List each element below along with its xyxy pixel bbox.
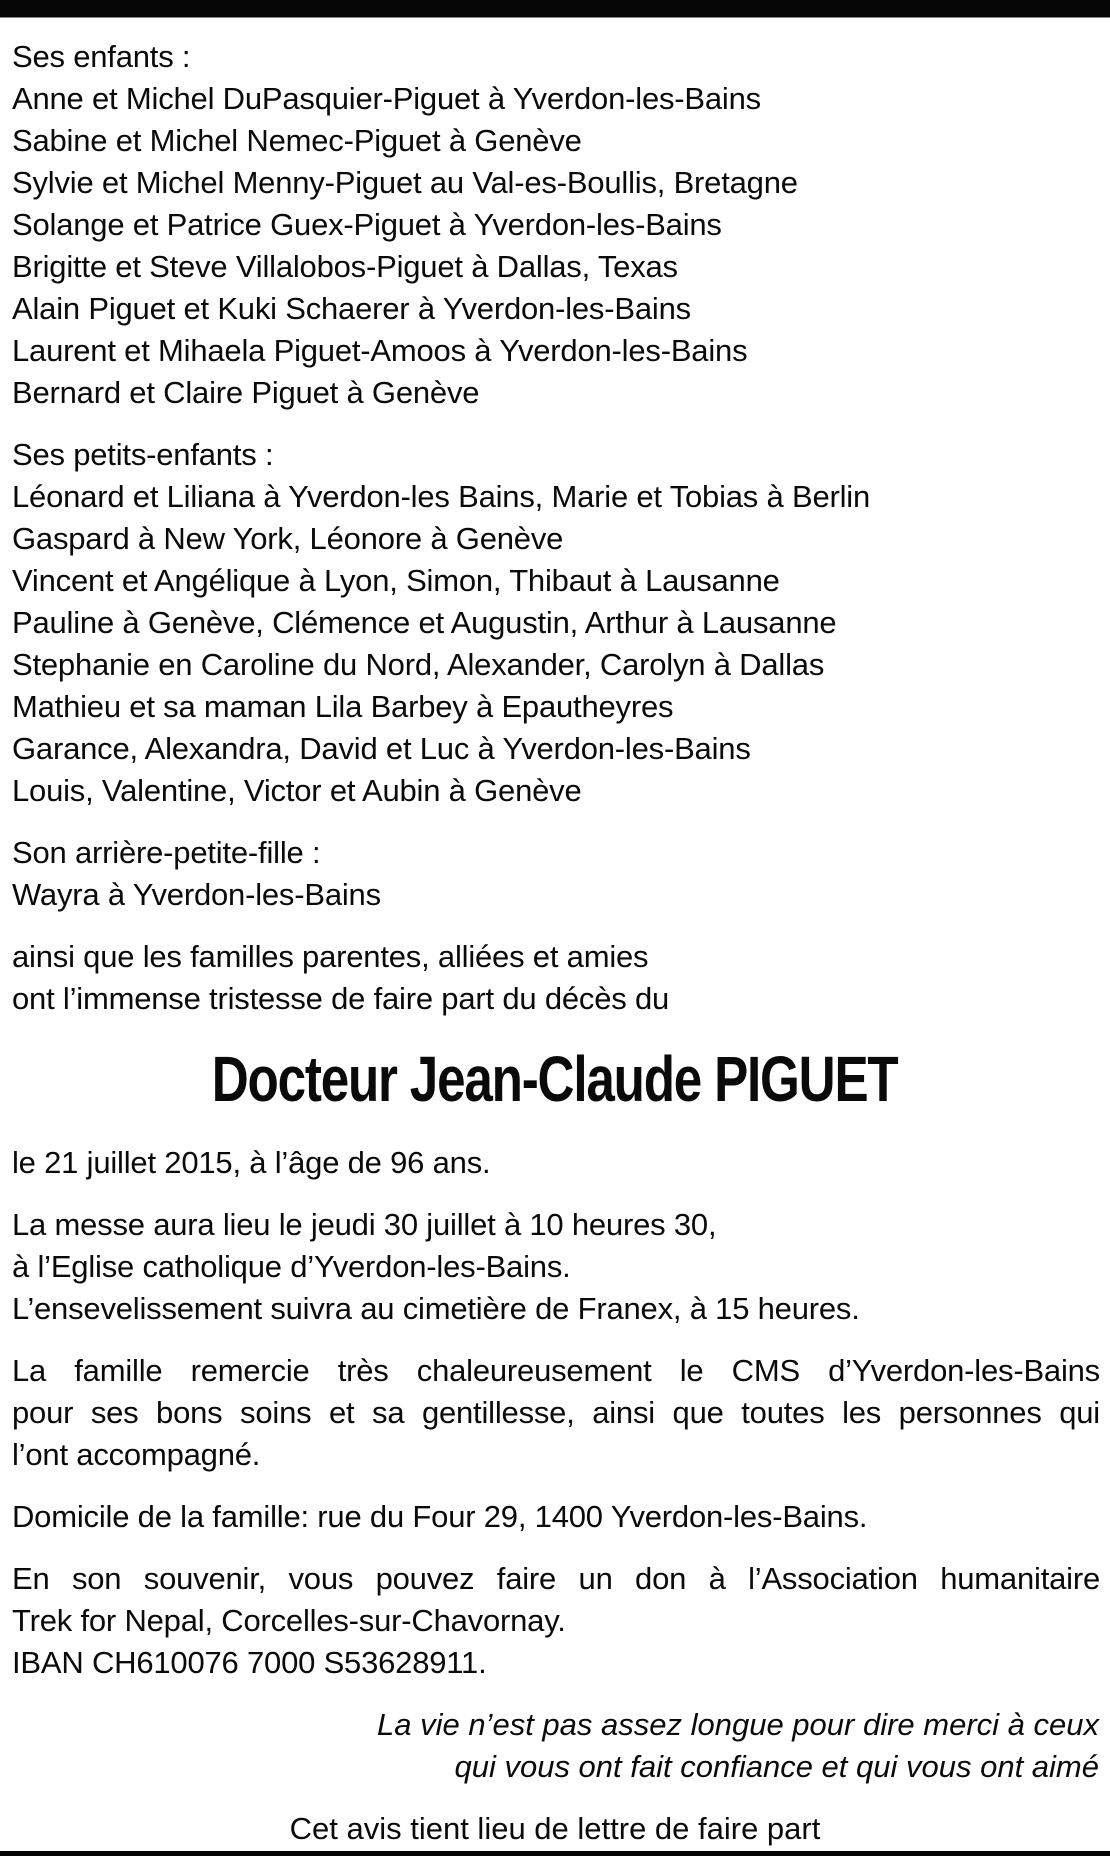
thanks-line: l’ont accompagné.: [12, 1437, 261, 1472]
child-line: Brigitte et Steve Villalobos-Piguet à Dallas, Texas: [12, 249, 678, 284]
grandchild-line: Pauline à Genève, Clémence et Augustin, Arthur à Lausanne: [12, 605, 837, 640]
family-address: Domicile de la famille: rue du Four 29, 1400 Yverdon-les-Bains.: [12, 1499, 868, 1534]
closing-note: [12, 1808, 1098, 1850]
closing-line: Cet avis tient lieu de lettre de faire part: [289, 1811, 821, 1846]
grandchild-line: Gaspard à New York, Léonore à Genève: [12, 521, 564, 556]
donation-line: Trek for Nepal, Corcelles-sur-Chavornay.: [12, 1603, 566, 1638]
deceased-name: Docteur Jean-Claude PIGUET: [212, 1043, 898, 1115]
thanks-line: pour ses bons soins et sa gentillesse, ainsi que toutes les personnes qui: [12, 1395, 1100, 1430]
thanks-line: La famille remercie très chaleureusement le CMS d’Yverdon-les-Bains: [12, 1353, 1100, 1388]
donation-iban: IBAN CH610076 7000 S53628911.: [12, 1645, 487, 1680]
child-line: Alain Piguet et Kuki Schaerer à Yverdon-les-Bains: [12, 291, 691, 326]
grandchildren-section: [12, 434, 1100, 812]
great-grandchild-section: [12, 832, 1100, 916]
donation-line: En son souvenir, vous pouvez faire un don à l’Association humanitaire: [12, 1561, 1100, 1596]
announcement-section: [12, 936, 1100, 1020]
death-date-line: le 21 juillet 2015, à l’âge de 96 ans.: [12, 1145, 491, 1180]
funeral-line: La messe aura lieu le jeudi 30 juillet à 10 heures 30,: [12, 1207, 717, 1242]
child-line: Bernard et Claire Piguet à Genève: [12, 375, 480, 410]
top-border-bar: [0, 0, 1110, 18]
child-line: Sabine et Michel Nemec-Piguet à Genève: [12, 123, 582, 158]
thanks-section: [12, 1350, 1100, 1476]
funeral-line: à l’Eglise catholique d’Yverdon-les-Bains.: [12, 1249, 571, 1284]
quote-line: La vie n’est pas assez longue pour dire merci à ceux: [376, 1707, 1099, 1742]
grandchild-line: Vincent et Angélique à Lyon, Simon, Thibaut à Lausanne: [12, 563, 780, 598]
announcement-line: ont l’immense tristesse de faire part du décès du: [12, 981, 670, 1016]
child-line: Sylvie et Michel Menny-Piguet au Val-es-Boullis, Bretagne: [12, 165, 798, 200]
grandchild-line: Garance, Alexandra, David et Luc à Yverdon-les-Bains: [12, 731, 751, 766]
children-section: [12, 36, 1100, 414]
quote-section: [12, 1704, 1099, 1788]
grandchild-line: Louis, Valentine, Victor et Aubin à Genève: [12, 773, 582, 808]
bottom-border-bar: [0, 1851, 1110, 1856]
great-grandchild-label: Son arrière-petite-fille :: [12, 835, 321, 870]
funeral-section: [12, 1204, 1100, 1330]
grandchild-line: Mathieu et sa maman Lila Barbey à Epautheyres: [12, 689, 674, 724]
death-date-section: [12, 1142, 1100, 1184]
obituary-notice: [12, 36, 1100, 1850]
donation-section: [12, 1558, 1100, 1684]
address-section: [12, 1496, 1100, 1538]
child-line: Solange et Patrice Guex-Piguet à Yverdon-les-Bains: [12, 207, 722, 242]
deceased-name-block: [12, 1036, 1098, 1122]
quote-line: qui vous ont fait confiance et qui vous ont aimé: [454, 1749, 1099, 1784]
announcement-line: ainsi que les familles parentes, alliées et amies: [12, 939, 649, 974]
great-grandchild-line: Wayra à Yverdon-les-Bains: [12, 877, 381, 912]
grandchild-line: Stephanie en Caroline du Nord, Alexander, Carolyn à Dallas: [12, 647, 825, 682]
funeral-line: L’ensevelissement suivra au cimetière de Franex, à 15 heures.: [12, 1291, 860, 1326]
children-label: Ses enfants :: [12, 39, 191, 74]
child-line: Anne et Michel DuPasquier-Piguet à Yverdon-les-Bains: [12, 81, 761, 116]
grandchildren-label: Ses petits-enfants :: [12, 437, 274, 472]
child-line: Laurent et Mihaela Piguet-Amoos à Yverdon-les-Bains: [12, 333, 748, 368]
grandchild-line: Léonard et Liliana à Yverdon-les Bains, Marie et Tobias à Berlin: [12, 479, 871, 514]
